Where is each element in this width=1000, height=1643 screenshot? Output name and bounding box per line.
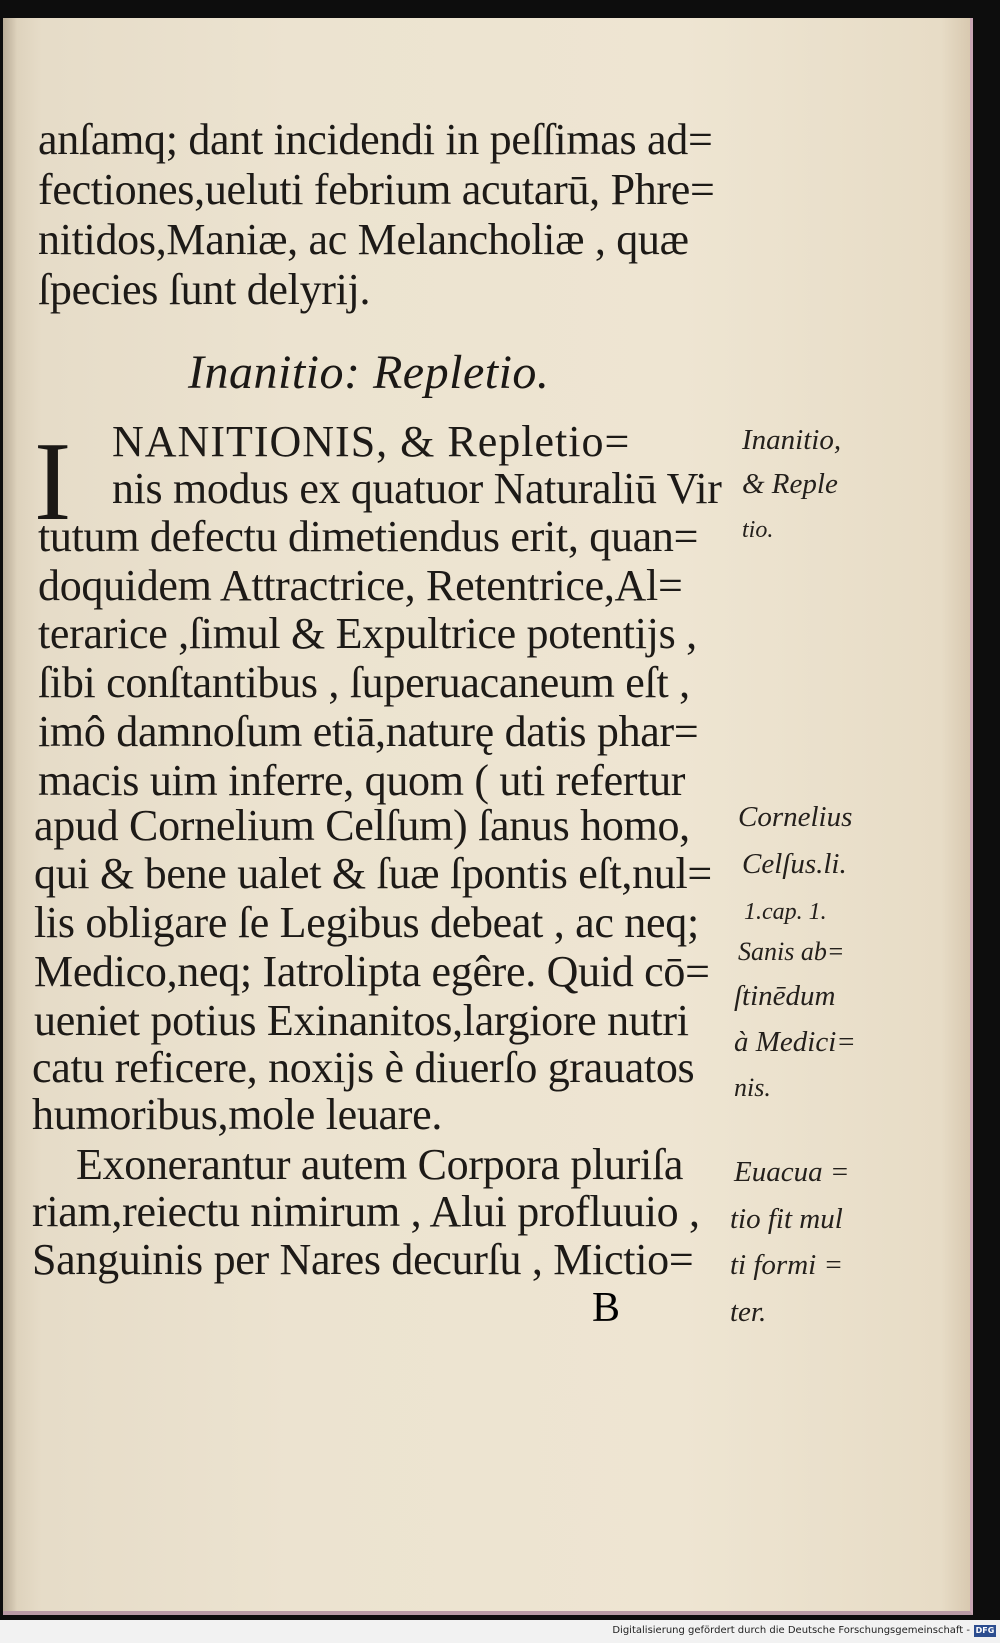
- text-line: nis modus ex quatuor Naturaliū Vir: [112, 464, 722, 513]
- margin-note-line: à Medici=: [734, 1026, 856, 1058]
- margin-note-line: Inanitio,: [742, 424, 842, 456]
- text-line: ſibi conſtantibus , ſuperuacaneum eſt ,: [38, 658, 690, 707]
- margin-note-line: nis.: [734, 1073, 771, 1102]
- margin-note-line: Sanis ab=: [738, 937, 845, 966]
- text-line: humoribus,mole leuare.: [32, 1090, 443, 1139]
- margin-note-line: Euacua =: [734, 1156, 850, 1188]
- text-line: NANITIONIS, & Repletio=: [112, 417, 631, 466]
- margin-note-line: & Reple: [742, 468, 838, 500]
- text-line: doquidem Attractrice, Retentrice,Al=: [38, 561, 683, 610]
- text-line: catu reficere, noxijs è diuerſo grauatos: [32, 1043, 695, 1092]
- text-line: Exonerantur autem Corpora pluriſa: [76, 1140, 684, 1189]
- margin-note-line: tio fit mul: [730, 1203, 843, 1235]
- text-line: riam,reiectu nimirum , Alui profluuio ,: [32, 1187, 700, 1236]
- text-line: ueniet potius Exinanitos,largiore nutri: [34, 996, 689, 1045]
- margin-note-line: ſtinēdum: [734, 980, 836, 1012]
- text-line: nitidos,Maniæ, ac Melancholiæ , quæ: [38, 215, 689, 264]
- text-line: apud Cornelium Celſum) ſanus homo,: [34, 801, 690, 850]
- text-line: fectiones,ueluti febrium acutarū, Phre=: [38, 165, 715, 214]
- text-line: anſamq; dant incidendi in peſſimas ad=: [38, 115, 713, 164]
- text-line: terarice ,ſimul & Expultrice potentijs ,: [38, 609, 697, 658]
- margin-note-line: ter.: [730, 1296, 767, 1328]
- signature-mark: B: [592, 1285, 620, 1331]
- text-line: lis obligare ſe Legibus debeat , ac neq;: [34, 898, 699, 947]
- text-line: macis uim inferre, quom ( uti refertur: [38, 756, 686, 805]
- text-line: ſpecies ſunt delyrij.: [38, 265, 371, 314]
- text-line: Medico,neq; Iatrolipta egêre. Quid cō=: [34, 947, 710, 996]
- margin-note-line: ti formi =: [730, 1249, 844, 1281]
- margin-note-line: Celſus.li.: [742, 848, 847, 880]
- margin-note-line: 1.cap. 1.: [744, 899, 827, 925]
- section-heading: Inanitio: Repletio.: [188, 346, 550, 399]
- dfg-logo-icon: DFG: [975, 1626, 995, 1635]
- footer-credit: Digitalisierung gefördert durch die Deutsche Forschungsgemeinschaft -: [612, 1625, 970, 1636]
- margin-note-line: Cornelius: [738, 801, 853, 833]
- margin-note-line: tio.: [742, 517, 774, 543]
- drop-cap: I: [34, 420, 72, 544]
- text-line: Sanguinis per Nares decurſu , Mictio=: [32, 1235, 694, 1284]
- text-line: qui & bene ualet & ſuæ ſpontis eſt,nul=: [34, 849, 712, 898]
- text-line: imô damnoſum etiā,naturę datis phar=: [38, 707, 699, 756]
- text-line: tutum defectu dimetiendus erit, quan=: [38, 512, 699, 561]
